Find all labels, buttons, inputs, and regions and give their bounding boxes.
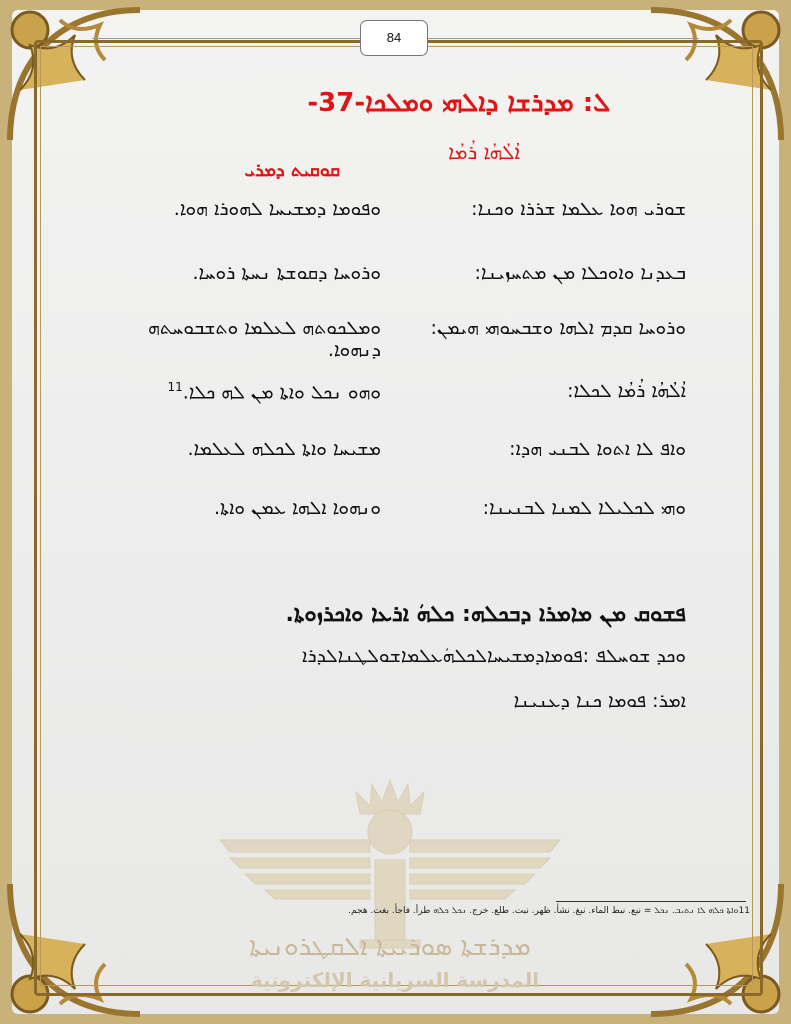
footnote-text: 11ܘܐܬܐ ܟܠܗ ܠܐ ܢܬܝܒ. ܢܟܠ = نبع. نبط الماء. نبغ. نشأ. ظهر. نبت. طلع. خرج. ܢܟܠ ܟܠܗ طرأ. فاجأ. بغت. هجم. bbox=[348, 906, 750, 916]
chapter-title: ܠ: ܡܕܪܫܐ ܕܐܠܗܝ ܘܡܠܟܐ-37- bbox=[307, 88, 610, 118]
watermark-arabic-text: المدرسة السريانية الإلكترونية bbox=[250, 968, 540, 992]
verse-5-left: ܡܫܝܚܐ ܘܐܬܐ ܠܟܠܗ ܠܥܠܡܐ. bbox=[187, 438, 381, 460]
page-number: 84 bbox=[360, 20, 428, 56]
prose-line-3: ܐܡܪ: ܦܘܡܐ ܟܢܐ ܕܥܢܝܢܐ bbox=[513, 690, 686, 712]
verse-4-right: ܐܳܠܳܗܳܐ ܪܳܡܳܐ ܠܟܠܐ: bbox=[567, 380, 686, 402]
verse-2-right: ܒܥܕܢܐ ܘܐܘܟܠܐ ܡܢ ܡܬܚܙܝܢܐ: bbox=[474, 262, 686, 284]
hymn-meter: ܩܘܩܝܬ ܕܡܪܝ bbox=[244, 160, 340, 181]
verse-6-left: ܘܢܗܘܐ ܐܠܗܐ ܥܡܢ ܘܐܬܐ. bbox=[213, 497, 381, 519]
hymn-subtitle: ܐܳܠܳܗܳܐ ܪܳܡܳܐ bbox=[448, 140, 520, 164]
prose-line-2: ܘܟܕ ܫܘܚܠܦ :ܦܘܡܐܕܡܫܝܚܐܠܟܠܗܿܥܠܡܐܫܘܠܛܢܐܠܕܪܐ bbox=[302, 645, 686, 667]
watermark-syriac-text: ܡܕܪܫܬܐ ܣܘܪܝܝܬܐ ܐܠܩܛܪܘܢܝܬܐ bbox=[249, 932, 531, 962]
verse-4-left-text: ܘܗܘ ܢܟܠ ܘܐܬܐ ܡܢ ܠܗ ܟܠܐ. bbox=[182, 381, 381, 404]
verse-3-right: ܘܪܘܚܐ ܩܕܡ ܐܠܗܐ ܘܫܒܚܘܗܝ ܗܝܡܢ: bbox=[430, 317, 686, 339]
footnote-mark[interactable]: 11 bbox=[167, 380, 183, 394]
verse-5-right: ܘܐܦ ܠܐ ܐܬܘܐ ܠܒܢܝ ܗܕܐ: bbox=[509, 438, 686, 460]
verse-3-left: ܘܡܠܟܘܬܗ ܠܥܠܡܐ ܘܬܫܒܘܚܬܗ ܕܢܗܘܐ. bbox=[148, 317, 381, 361]
watermark-emblem bbox=[210, 770, 570, 950]
verse-1-left: ܘܦܘܡܐ ܕܡܫܝܚܐ ܠܗܘܪܐ ܗܘܐ. bbox=[173, 198, 381, 220]
verse-4-left bbox=[131, 380, 381, 403]
footnote-rule bbox=[556, 901, 746, 902]
verse-2-left: ܘܪܘܚܐ ܕܩܘܫܬܐ ܢܚܬܐ ܪܘܚܐ. bbox=[192, 262, 381, 284]
verse-6-right: ܘܗܝ ܠܟܠܝܠܐ ܠܡܢܐ ܠܒܢܝܢܐ: bbox=[482, 497, 686, 519]
prose-line-1: ܦܫܘܩ ܡܢ ܡܐܡܪܐ ܕܒܟܠܗ: ܟܠܗܿ ܐܪܥܐ ܘܐܟܪܙܘܬܐ. bbox=[285, 602, 686, 627]
verse-1-right: ܫܘܪܝ ܗܘܐ ܥܠܡܐ ܫܪܪܐ ܘܟܢܐ: bbox=[471, 198, 686, 220]
